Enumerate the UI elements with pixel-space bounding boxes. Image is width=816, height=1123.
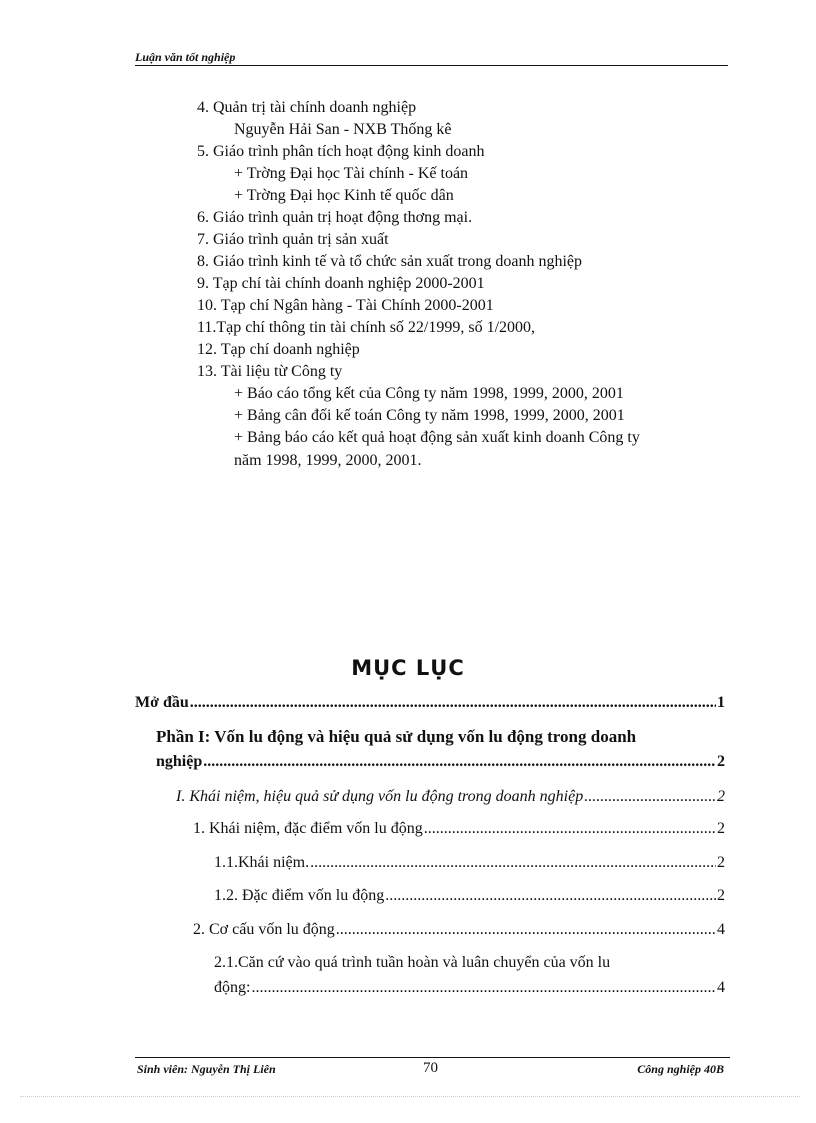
toc-entry-page: 2 bbox=[717, 820, 725, 837]
reference-item: + Báo cáo tổng kết của Công ty năm 1998, 1999, 2000, 2001 bbox=[234, 385, 624, 402]
toc-entry[interactable] bbox=[214, 977, 725, 999]
reference-item: 7. Giáo trình quản trị sản xuất bbox=[197, 231, 389, 248]
page-footer bbox=[135, 1057, 730, 1078]
toc-entry-page: 2 bbox=[717, 854, 725, 871]
toc-entry-text: I. Khái niệm, hiệu quả sử dụng vốn lu động trong doanh nghiệp bbox=[176, 788, 584, 805]
toc-entry[interactable] bbox=[214, 885, 725, 907]
footer-student: Sinh viên: Nguyễn Thị Liên bbox=[137, 1062, 276, 1076]
footer-class: Công nghiệp 40B bbox=[637, 1062, 724, 1076]
toc-entry-page: 2 bbox=[717, 788, 725, 805]
reference-item: + Trờng Đại học Kinh tế quốc dân bbox=[234, 187, 454, 204]
toc-entry-text[interactable]: 2.1.Căn cứ vào quá trình tuần hoàn và luân chuyển của vốn lu bbox=[214, 954, 611, 971]
toc-leader bbox=[584, 786, 716, 808]
toc-leader bbox=[424, 818, 716, 840]
reference-item: + Trờng Đại học Tài chính - Kế toán bbox=[234, 165, 469, 182]
reference-item: 9. Tạp chí tài chính doanh nghiệp 2000-2001 bbox=[197, 275, 485, 292]
toc-entry-text: 1.1.Khái niệm. bbox=[214, 854, 310, 871]
toc-entry-page: 2 bbox=[717, 753, 725, 770]
toc-entry-text: động: bbox=[214, 979, 251, 996]
header-title: Luận văn tốt nghiệp bbox=[135, 50, 236, 64]
reference-item: 11.Tạp chí thông tin tài chính số 22/1999, số 1/2000, bbox=[197, 319, 536, 336]
reference-item: + Bảng báo cáo kết quả hoạt động sản xuất kinh doanh Công ty bbox=[234, 429, 640, 446]
reference-item: 5. Giáo trình phân tích hoạt động kinh doanh bbox=[197, 143, 485, 160]
reference-item: 10. Tạp chí Ngân hàng - Tài Chính 2000-2001 bbox=[197, 297, 494, 314]
toc-leader bbox=[385, 885, 716, 907]
toc-entry[interactable] bbox=[156, 751, 725, 773]
toc-entry-page: 4 bbox=[717, 979, 725, 996]
toc-entry[interactable] bbox=[135, 692, 725, 714]
reference-item: Nguyễn Hải San - NXB Thống kê bbox=[234, 121, 452, 138]
toc-entry[interactable] bbox=[176, 786, 725, 808]
toc-entry[interactable] bbox=[214, 852, 725, 874]
toc-entry-text: 2. Cơ cấu vốn lu động bbox=[193, 921, 335, 938]
reference-item: năm 1998, 1999, 2000, 2001. bbox=[234, 452, 422, 469]
toc-entry[interactable] bbox=[193, 919, 725, 941]
bottom-divider bbox=[20, 1096, 800, 1097]
toc-entry-page: 1 bbox=[717, 694, 725, 711]
footer-page-number: 70 bbox=[423, 1060, 438, 1076]
toc-leader bbox=[203, 751, 716, 773]
toc-entry[interactable] bbox=[193, 818, 725, 840]
toc-entry-text: nghiệp bbox=[156, 753, 203, 770]
toc-entry-page: 2 bbox=[717, 887, 725, 904]
reference-item: 6. Giáo trình quản trị hoạt động thơng mại. bbox=[197, 209, 473, 226]
reference-item: 8. Giáo trình kinh tế và tổ chức sản xuất trong doanh nghiệp bbox=[197, 253, 583, 270]
toc-entry-text[interactable]: Phần I: Vốn lu động và hiệu quả sử dụng vốn lu động trong doanh bbox=[156, 727, 637, 746]
reference-item: 4. Quản trị tài chính doanh nghiệp bbox=[197, 99, 417, 116]
toc-entry-text: 1. Khái niệm, đặc điểm vốn lu động bbox=[193, 820, 423, 837]
page-header bbox=[135, 50, 728, 66]
toc-leader bbox=[336, 919, 716, 941]
toc-entry-text: 1.2. Đặc điểm vốn lu động bbox=[214, 887, 385, 904]
toc-title: MỤC LỤC bbox=[351, 656, 465, 680]
reference-item: 13. Tài liệu từ Công ty bbox=[197, 363, 343, 380]
toc-entry-page: 4 bbox=[717, 921, 725, 938]
reference-item: + Bảng cân đối kế toán Công ty năm 1998, 1999, 2000, 2001 bbox=[234, 407, 625, 424]
toc-leader bbox=[251, 977, 716, 999]
reference-item: 12. Tạp chí doanh nghiệp bbox=[197, 341, 360, 358]
toc-entry-text: Mở đầu bbox=[135, 694, 189, 711]
toc-leader bbox=[310, 852, 716, 874]
toc-leader bbox=[190, 692, 716, 714]
